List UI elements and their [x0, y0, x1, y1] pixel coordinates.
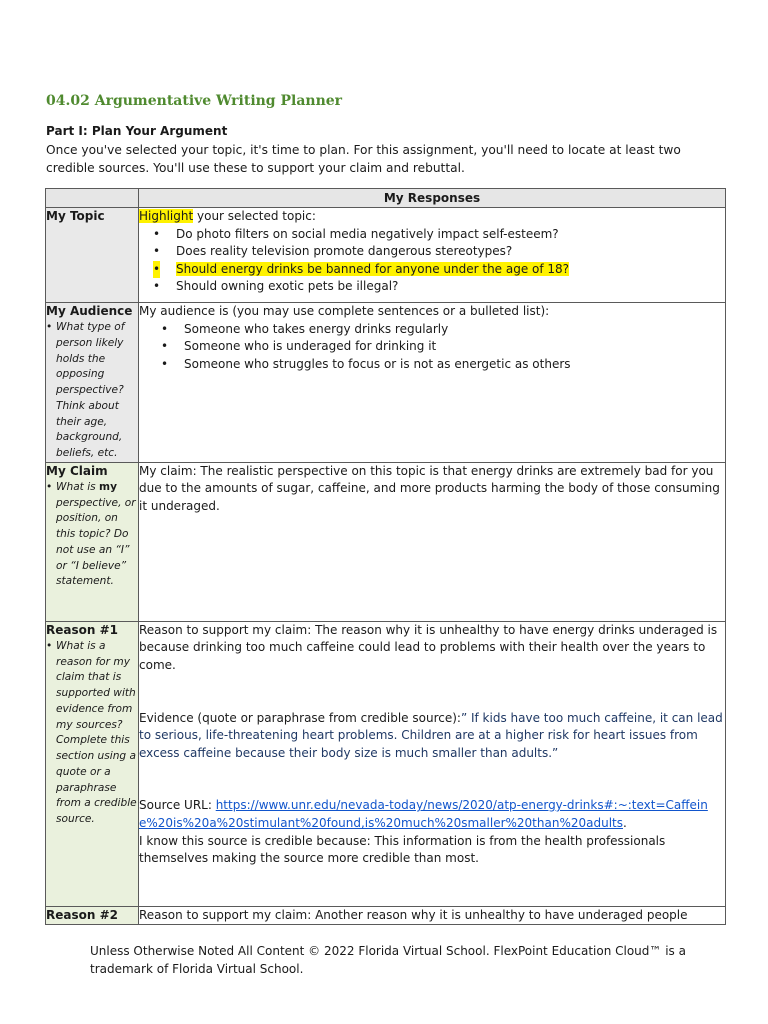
bullet-icon: •	[46, 639, 53, 652]
topic-instruction	[139, 208, 725, 226]
highlight-word: Highlight	[139, 209, 194, 223]
reason2-row	[46, 906, 726, 925]
audience-intro: My audience is (you may use complete sentences or a bulleted list):	[139, 304, 550, 318]
bullet-icon: •	[46, 480, 53, 493]
audience-response-cell[interactable]	[139, 303, 726, 463]
audience-item	[161, 356, 725, 374]
reason1-label-cell	[46, 621, 139, 906]
topic-option-text: Does reality television promote dangerous stereotypes?	[176, 244, 513, 259]
topic-option	[153, 243, 725, 261]
reason2-response-cell[interactable]	[139, 906, 726, 925]
bullet-icon: •	[161, 356, 169, 371]
audience-list	[139, 321, 725, 374]
topic-label-cell	[46, 208, 139, 303]
audience-item-text: Someone who struggles to focus or is not as energetic as others	[184, 356, 571, 371]
spacer	[139, 675, 725, 710]
document-title: 04.02 Argumentative Writing Planner	[46, 93, 343, 109]
audience-item-text: Someone who is underaged for drinking it	[184, 339, 437, 354]
spacer	[139, 762, 725, 797]
bullet-icon: •	[153, 244, 161, 259]
topic-option-text: Should owning exotic pets be illegal?	[176, 279, 399, 294]
audience-item	[161, 338, 725, 356]
header-blank-cell	[46, 189, 139, 208]
reason1-response-cell[interactable]	[139, 621, 726, 906]
bullet-icon: •	[153, 226, 161, 241]
claim-note-bold: my	[99, 480, 117, 493]
bullet-icon: •	[153, 261, 160, 279]
bullet-icon: •	[153, 279, 161, 294]
topic-row	[46, 208, 726, 303]
claim-row	[46, 462, 726, 621]
source-label: Source URL:	[139, 798, 216, 813]
topic-instruction-text: your selected topic:	[193, 209, 316, 223]
claim-note-pre: What is	[56, 480, 100, 493]
reason2-label: Reason #2	[46, 907, 118, 922]
audience-note	[46, 320, 138, 462]
reason1-reason: Reason to support my claim: The reason why it is unhealthy to have energy drinks underaged is because drinking too much caffeine could lead to problems with their health over the years to come.	[139, 622, 718, 672]
topic-option-text: Do photo filters on social media negatively impact self-esteem?	[176, 226, 559, 241]
audience-note-text: What type of person likely holds the opposing perspective? Think about their age, background, beliefs, etc.	[56, 321, 125, 459]
reason1-row	[46, 621, 726, 906]
topic-response-cell[interactable]	[139, 208, 726, 303]
audience-label: My Audience	[46, 304, 133, 318]
bullet-icon: •	[161, 339, 169, 354]
reason1-source	[139, 797, 725, 832]
source-url-link[interactable]: https://www.unr.edu/nevada-today/news/2020/atp-energy-drinks#:~:text=Caffeine%20is%20a%20stimulant%20found,is%20much%20smaller%20than%20adults	[139, 798, 708, 830]
planner-table	[45, 188, 726, 925]
topic-label: My Topic	[46, 209, 105, 223]
reason1-note	[46, 639, 138, 828]
evidence-label: Evidence (quote or paraphrase from credible source):	[139, 710, 461, 725]
bullet-icon: •	[46, 321, 53, 333]
source-end: .	[623, 815, 627, 830]
reason1-label: Reason #1	[46, 622, 118, 637]
topic-option-text: Should energy drinks be banned for anyone under the age of 18?	[176, 261, 570, 276]
claim-label-cell	[46, 462, 139, 621]
audience-item-text: Someone who takes energy drinks regularly	[184, 321, 449, 336]
part-heading: Part I: Plan Your Argument	[46, 124, 228, 138]
audience-label-cell	[46, 303, 139, 463]
claim-note	[46, 480, 138, 590]
table-header-row	[46, 189, 726, 208]
claim-response: My claim: The realistic perspective on this topic is that energy drinks are extremely bad for you due to the amounts of sugar, caffeine, and more products harming the body of those consuming it underaged.	[139, 463, 720, 513]
topic-option	[153, 226, 725, 244]
audience-row	[46, 303, 726, 463]
reason1-evidence	[139, 710, 725, 763]
claim-label: My Claim	[46, 463, 108, 478]
intro-paragraph: Once you've selected your topic, it's time to plan. For this assignment, you'll need to locate at least two credible sources. You'll use these to support your claim and rebuttal.	[46, 143, 681, 175]
audience-item	[161, 321, 725, 339]
claim-response-cell[interactable]	[139, 462, 726, 621]
reason1-note-text: What is a reason for my claim that is supported with evidence from my sources? Complete this section using a quote or a paraphrase from a credible source.	[56, 639, 137, 825]
topic-option	[153, 278, 725, 296]
responses-header: My Responses	[139, 189, 726, 208]
claim-note-post: perspective, or position, on this topic? Do not use an “I” or “I believe” statement.	[56, 496, 136, 588]
topic-option-selected	[153, 261, 725, 279]
topic-options-list	[139, 226, 725, 296]
reason2-reason: Reason to support my claim: Another reason why it is unhealthy to have underaged people	[139, 907, 688, 922]
reason1-credible: I know this source is credible because: This information is from the health professionals themselves making the source more credible than most.	[139, 833, 666, 866]
reason2-label-cell	[46, 906, 139, 925]
evidence-quote: ” If kids have too much caffeine, it can lead to serious, life-threatening heart problems. Children are at a higher risk for heart issues from excess caffeine because their body size is much smaller than adults.”	[139, 710, 723, 760]
bullet-icon: •	[161, 321, 169, 336]
copyright-footer: Unless Otherwise Noted All Content © 2022 Florida Virtual School. FlexPoint Education Cloud™ is a trademark of Florida Virtual School.	[90, 944, 686, 976]
